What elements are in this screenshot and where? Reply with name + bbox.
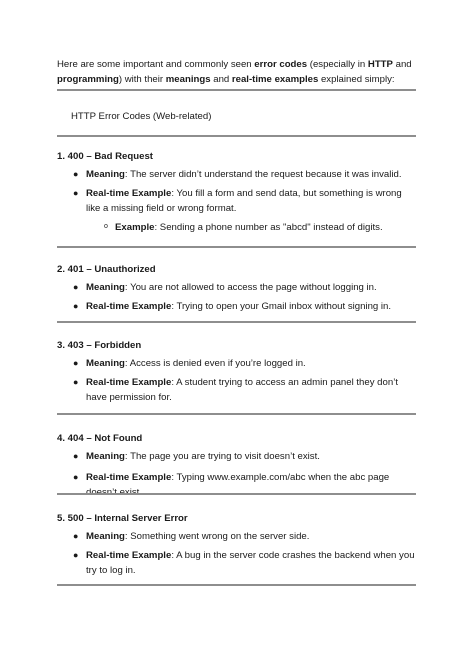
bullet-icon: ● <box>73 169 79 179</box>
meaning-label: Meaning <box>86 282 125 293</box>
bullet-icon: ● <box>73 282 79 292</box>
intro-text: and <box>392 59 412 70</box>
meaning-text: : The page you are trying to visit doesn’t exist. <box>124 451 320 462</box>
example-text: : You fill a form and send data, but something is wrong like a missing field or wrong format. <box>86 188 402 214</box>
example-text: : Typing www.example.com/abc when the abc page <box>171 472 390 483</box>
example-text: : A student trying to access an admin panel they don’t have permission for. <box>86 377 398 403</box>
intro-paragraph <box>57 58 417 88</box>
bullet-icon: ● <box>73 188 79 198</box>
intro-text: explained simply: <box>318 73 395 85</box>
meaning-text: : Something went wrong on the server side. <box>124 531 310 542</box>
horizontal-rule <box>57 493 416 495</box>
horizontal-rule <box>57 584 416 586</box>
example-label: Real-time Example <box>86 188 172 199</box>
bullet-icon: ● <box>73 451 79 461</box>
sub-example-label: Example <box>115 222 155 233</box>
example-label: Real-time Example <box>86 550 172 561</box>
intro-bold: error codes <box>254 59 308 70</box>
example-label: Real-time Example <box>86 472 172 483</box>
intro-bold: real-time examples <box>231 73 319 85</box>
code-heading-404: 4. 404 – Not Found <box>57 433 143 444</box>
intro-bold: programming <box>57 73 119 85</box>
horizontal-rule <box>57 321 416 323</box>
intro-text: and <box>210 73 232 85</box>
horizontal-rule <box>57 413 416 415</box>
intro-bold: meanings <box>165 73 211 85</box>
code-heading-401: 2. 401 – Unauthorized <box>57 264 156 275</box>
meaning-label: Meaning <box>86 531 125 542</box>
code-heading-500: 5. 500 – Internal Server Error <box>57 513 188 524</box>
bullet-icon: ● <box>73 550 79 560</box>
bullet-icon: ● <box>73 531 79 541</box>
intro-text: Here are some important and commonly seen <box>57 59 255 70</box>
horizontal-rule <box>57 89 416 91</box>
intro-bold: HTTP <box>367 59 393 70</box>
meaning-text: : You are not allowed to access the page without logging in. <box>124 282 377 293</box>
meaning-text: : Access is denied even if you’re logged in. <box>124 358 306 369</box>
meaning-label: Meaning <box>86 451 125 462</box>
section-title: HTTP Error Codes (Web-related) <box>71 111 212 122</box>
meaning-label: Meaning <box>86 358 125 369</box>
bullet-icon: ● <box>73 377 79 387</box>
bullet-icon: ● <box>73 301 79 311</box>
bullet-icon: ● <box>73 472 79 482</box>
example-label: Real-time Example <box>86 377 172 388</box>
example-text: : Trying to open your Gmail inbox without signing in. <box>171 301 392 312</box>
code-heading-400: 1. 400 – Bad Request <box>57 151 153 162</box>
example-label: Real-time Example <box>86 301 172 312</box>
example-text: : A bug in the server code crashes the backend when you try to log in. <box>86 550 415 576</box>
meaning-text: : The server didn’t understand the request because it was invalid. <box>124 169 402 180</box>
meaning-label: Meaning <box>86 169 125 180</box>
bullet-icon: ● <box>73 358 79 368</box>
code-heading-403: 3. 403 – Forbidden <box>57 340 142 351</box>
horizontal-rule <box>57 135 416 137</box>
circle-bullet-icon: o <box>104 223 108 230</box>
intro-text: (especially in <box>307 59 368 70</box>
horizontal-rule <box>57 246 416 248</box>
sub-example-text: : Sending a phone number as "abcd" instead of digits. <box>154 222 383 233</box>
intro-text: ) with their <box>118 73 166 85</box>
